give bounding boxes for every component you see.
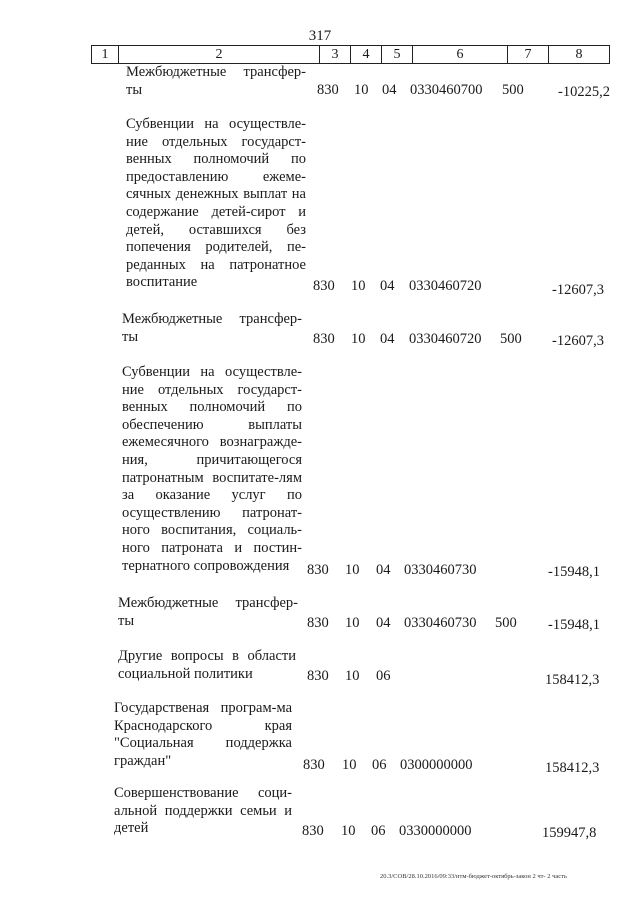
page-number: 317 (308, 28, 332, 44)
cell-expense-type: 500 (500, 331, 522, 347)
row-description: Межбюджетные трансфер-ты (122, 311, 302, 345)
cell-subsection: 06 (372, 757, 387, 773)
cell-target-code: 0330460720 (409, 331, 482, 347)
row-description: Субвенции на осуществле-ние отдельных государст-венных полномочий по обеспечению выплаты ежемесячного вознагражде-ния, причитающегося патронатным воспитате-лям за оказание услуг по осуществлению патронат-ного воспитания, социаль-ного патроната и постин-тернатного сопровождения (122, 364, 302, 574)
col-header-4: 4 (351, 46, 382, 64)
cell-amount: -15948,1 (548, 617, 600, 633)
cell-target-code: 0330460730 (404, 562, 477, 578)
cell-section: 10 (345, 615, 360, 631)
cell-target-code: 0330460720 (409, 278, 482, 294)
document-footer: 20.3/СОВ/28.10.2016/09:33/нтм-бюджет-октябрь-закон 2 чт- 2 часть (380, 873, 567, 880)
cell-section: 10 (354, 82, 369, 98)
cell-amount: -12607,3 (552, 282, 604, 298)
cell-ministry: 830 (303, 757, 325, 773)
cell-expense-type: 500 (495, 615, 517, 631)
cell-section: 10 (351, 331, 366, 347)
cell-amount: 158412,3 (545, 760, 600, 776)
cell-ministry: 830 (307, 668, 329, 684)
col-header-3: 3 (320, 46, 351, 64)
col-header-2: 2 (119, 46, 320, 64)
cell-section: 10 (351, 278, 366, 294)
cell-expense-type: 500 (502, 82, 524, 98)
col-header-1: 1 (92, 46, 119, 64)
cell-section: 10 (345, 562, 360, 578)
cell-subsection: 06 (371, 823, 386, 839)
cell-section: 10 (342, 757, 357, 773)
cell-subsection: 04 (380, 331, 395, 347)
column-header-table (91, 45, 610, 64)
cell-subsection: 04 (380, 278, 395, 294)
cell-ministry: 830 (313, 331, 335, 347)
cell-section: 10 (341, 823, 356, 839)
cell-subsection: 04 (376, 562, 391, 578)
cell-ministry: 830 (313, 278, 335, 294)
cell-target-code: 0300000000 (400, 757, 473, 773)
col-header-6: 6 (413, 46, 508, 64)
cell-subsection: 04 (382, 82, 397, 98)
row-description: Межбюджетные трансфер-ты (118, 595, 298, 629)
cell-section: 10 (345, 668, 360, 684)
row-description: Другие вопросы в области социальной политики (118, 648, 296, 682)
cell-amount: 159947,8 (542, 825, 597, 841)
cell-ministry: 830 (317, 82, 339, 98)
cell-amount: 158412,3 (545, 672, 600, 688)
col-header-8: 8 (549, 46, 610, 64)
row-description: Совершенствование соци-альной поддержки семьи и детей (114, 785, 292, 837)
cell-ministry: 830 (302, 823, 324, 839)
cell-target-code: 0330000000 (399, 823, 472, 839)
row-description: Государственая програм-ма Краснодарского края "Социальная поддержка граждан" (114, 700, 292, 769)
cell-target-code: 0330460730 (404, 615, 477, 631)
cell-amount: -10225,2 (558, 84, 610, 100)
cell-target-code: 0330460700 (410, 82, 483, 98)
col-header-5: 5 (382, 46, 413, 64)
row-description: Межбюджетные трансфер-ты (126, 64, 306, 98)
cell-amount: -15948,1 (548, 564, 600, 580)
row-description: Субвенции на осуществле-ние отдельных государст-венных полномочий по предоставлению ежеме-сячных денежных выплат на содержание детей-сирот и детей, оставшихся без попечения родителей, пе-реданных на патронатное воспитание (126, 116, 306, 291)
cell-amount: -12607,3 (552, 333, 604, 349)
cell-ministry: 830 (307, 615, 329, 631)
cell-ministry: 830 (307, 562, 329, 578)
cell-subsection: 04 (376, 615, 391, 631)
col-header-7: 7 (508, 46, 549, 64)
cell-subsection: 06 (376, 668, 391, 684)
